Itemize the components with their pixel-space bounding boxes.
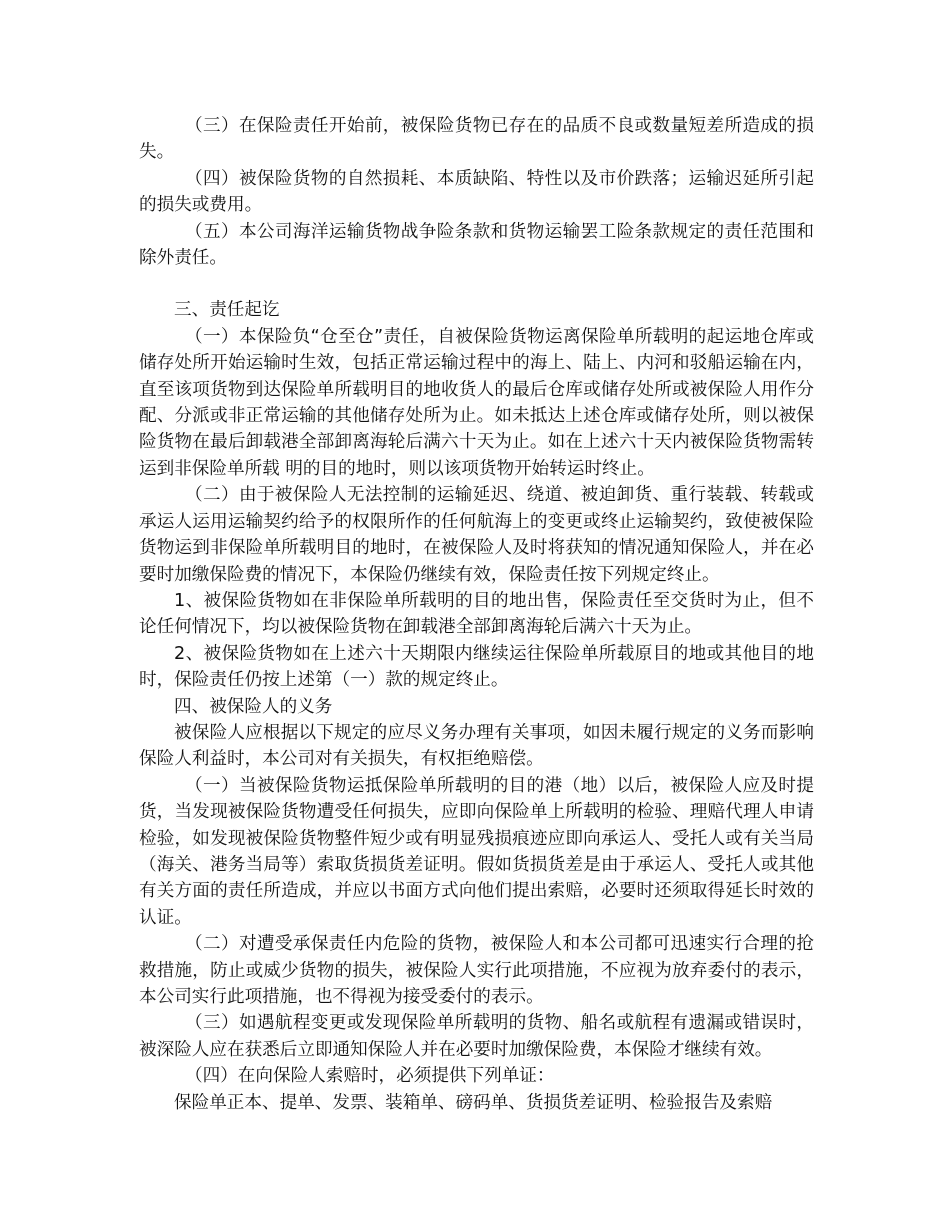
paragraph-obligation-3: （三）如遇航程变更或发现保险单所载明的货物、船名或航程有遗漏或错误时，被深险人应在获悉后立即通知保险人并在必要时加缴保险费，本保险才继续有效。	[139, 1013, 814, 1060]
blank-line	[139, 271, 814, 297]
paragraph-duration-2: （二）由于被保险人无法控制的运输延迟、绕道、被迫卸货、重行装载、转载或承运人运用运输契约给予的权限所作的任何航海上的变更或终止运输契约，致使被保险货物运到非保险单所载明目的地时，在被保险人及时将获知的情况通知保险人，并在必要时加缴保险费的情况下，本保险仍继续有效，保险责任按下列规定终止。	[139, 485, 814, 585]
paragraph-obligation-4: （四）在向保险人索赔时，必须提供下列单证：	[185, 1066, 555, 1087]
paragraph-exclusion-5: （五）本公司海洋运输货物战争险条款和货物运输罢工险条款规定的责任范围和除外责任。	[139, 221, 814, 269]
paragraph-obligation-intro: 被保险人应根据以下规定的应尽义务办理有关事项，如因未履行规定的义务而影响保险人利益时，本公司对有关损失，有权拒绝赔偿。	[139, 722, 814, 770]
paragraph-duration-2-item-2: 2、被保险货物如在上述六十天期限内继续运往保险单所载原目的地或其他目的地时，保险责任仍按上述第（一）款的规定终止。	[139, 643, 814, 691]
paragraph-duration-2-item-1: 1、被保险货物如在非保险单所载明的目的地出售，保险责任至交货时为止，但不论任何情况下，均以被保险货物在卸载港全部卸离海轮后满六十天为止。	[139, 590, 814, 638]
section-heading-obligations: 四、被保险人的义务	[174, 696, 333, 717]
paragraph-exclusion-4: （四）被保险货物的自然损耗、本质缺陷、特性以及市价跌落；运输迟延所引起的损失或费用。	[139, 168, 814, 216]
paragraph-obligation-1: （一）当被保险货物运抵保险单所载明的目的港（地）以后，被保险人应及时提货，当发现被保险货物遭受任何损失，应即向保险单上所载明的检验、理赔代理人申请检验，如发现被保险货物整件短少或有明显残损痕迹应即向承运人、受托人或有关当局（海关、港务当局等）索取货损货差证明。假如货损货差是由于承运人、受托人或其他有关方面的责任所造成，并应以书面方式向他们提出索赔，必要时还须取得延长时效的认证。	[139, 775, 814, 928]
paragraph-required-documents: 保险单正本、提单、发票、装箱单、磅码单、货损货差证明、检验报告及索赔	[174, 1092, 773, 1113]
paragraph-obligation-2: （二）对遭受承保责任内危险的货物，被保险人和本公司都可迅速实行合理的抢救措施，防止或威少货物的损失，被保险人实行此项措施，不应视为放弃委付的表示，本公司实行此项措施，也不得视为接受委付的表示。	[139, 934, 814, 1007]
paragraph-duration-1: （一）本保险负“仓至仓”责任，自被保险货物运离保险单所载明的起运地仓库或储存处所开始运输时生效，包括正常运输过程中的海上、陆上、内河和驳船运输在内，直至该项货物到达保险单所载明目的地收货人的最后仓库或储存处所或被保险人用作分配、分派或非正常运输的其他储存处所为止。如未抵达上述仓库或储存处所，则以被保险货物在最后卸载港全部卸离海轮后满六十天为止。如在上述六十天内被保险货物需转运到非保险单所载 明的目的地时，则以该项货物开始转运时终止。	[139, 326, 814, 479]
section-heading-duration: 三、责任起讫	[174, 300, 280, 321]
document-page	[139, 113, 814, 1116]
paragraph-exclusion-3: （三）在保险责任开始前，被保险货物已存在的品质不良或数量短差所造成的损失。	[139, 116, 814, 163]
